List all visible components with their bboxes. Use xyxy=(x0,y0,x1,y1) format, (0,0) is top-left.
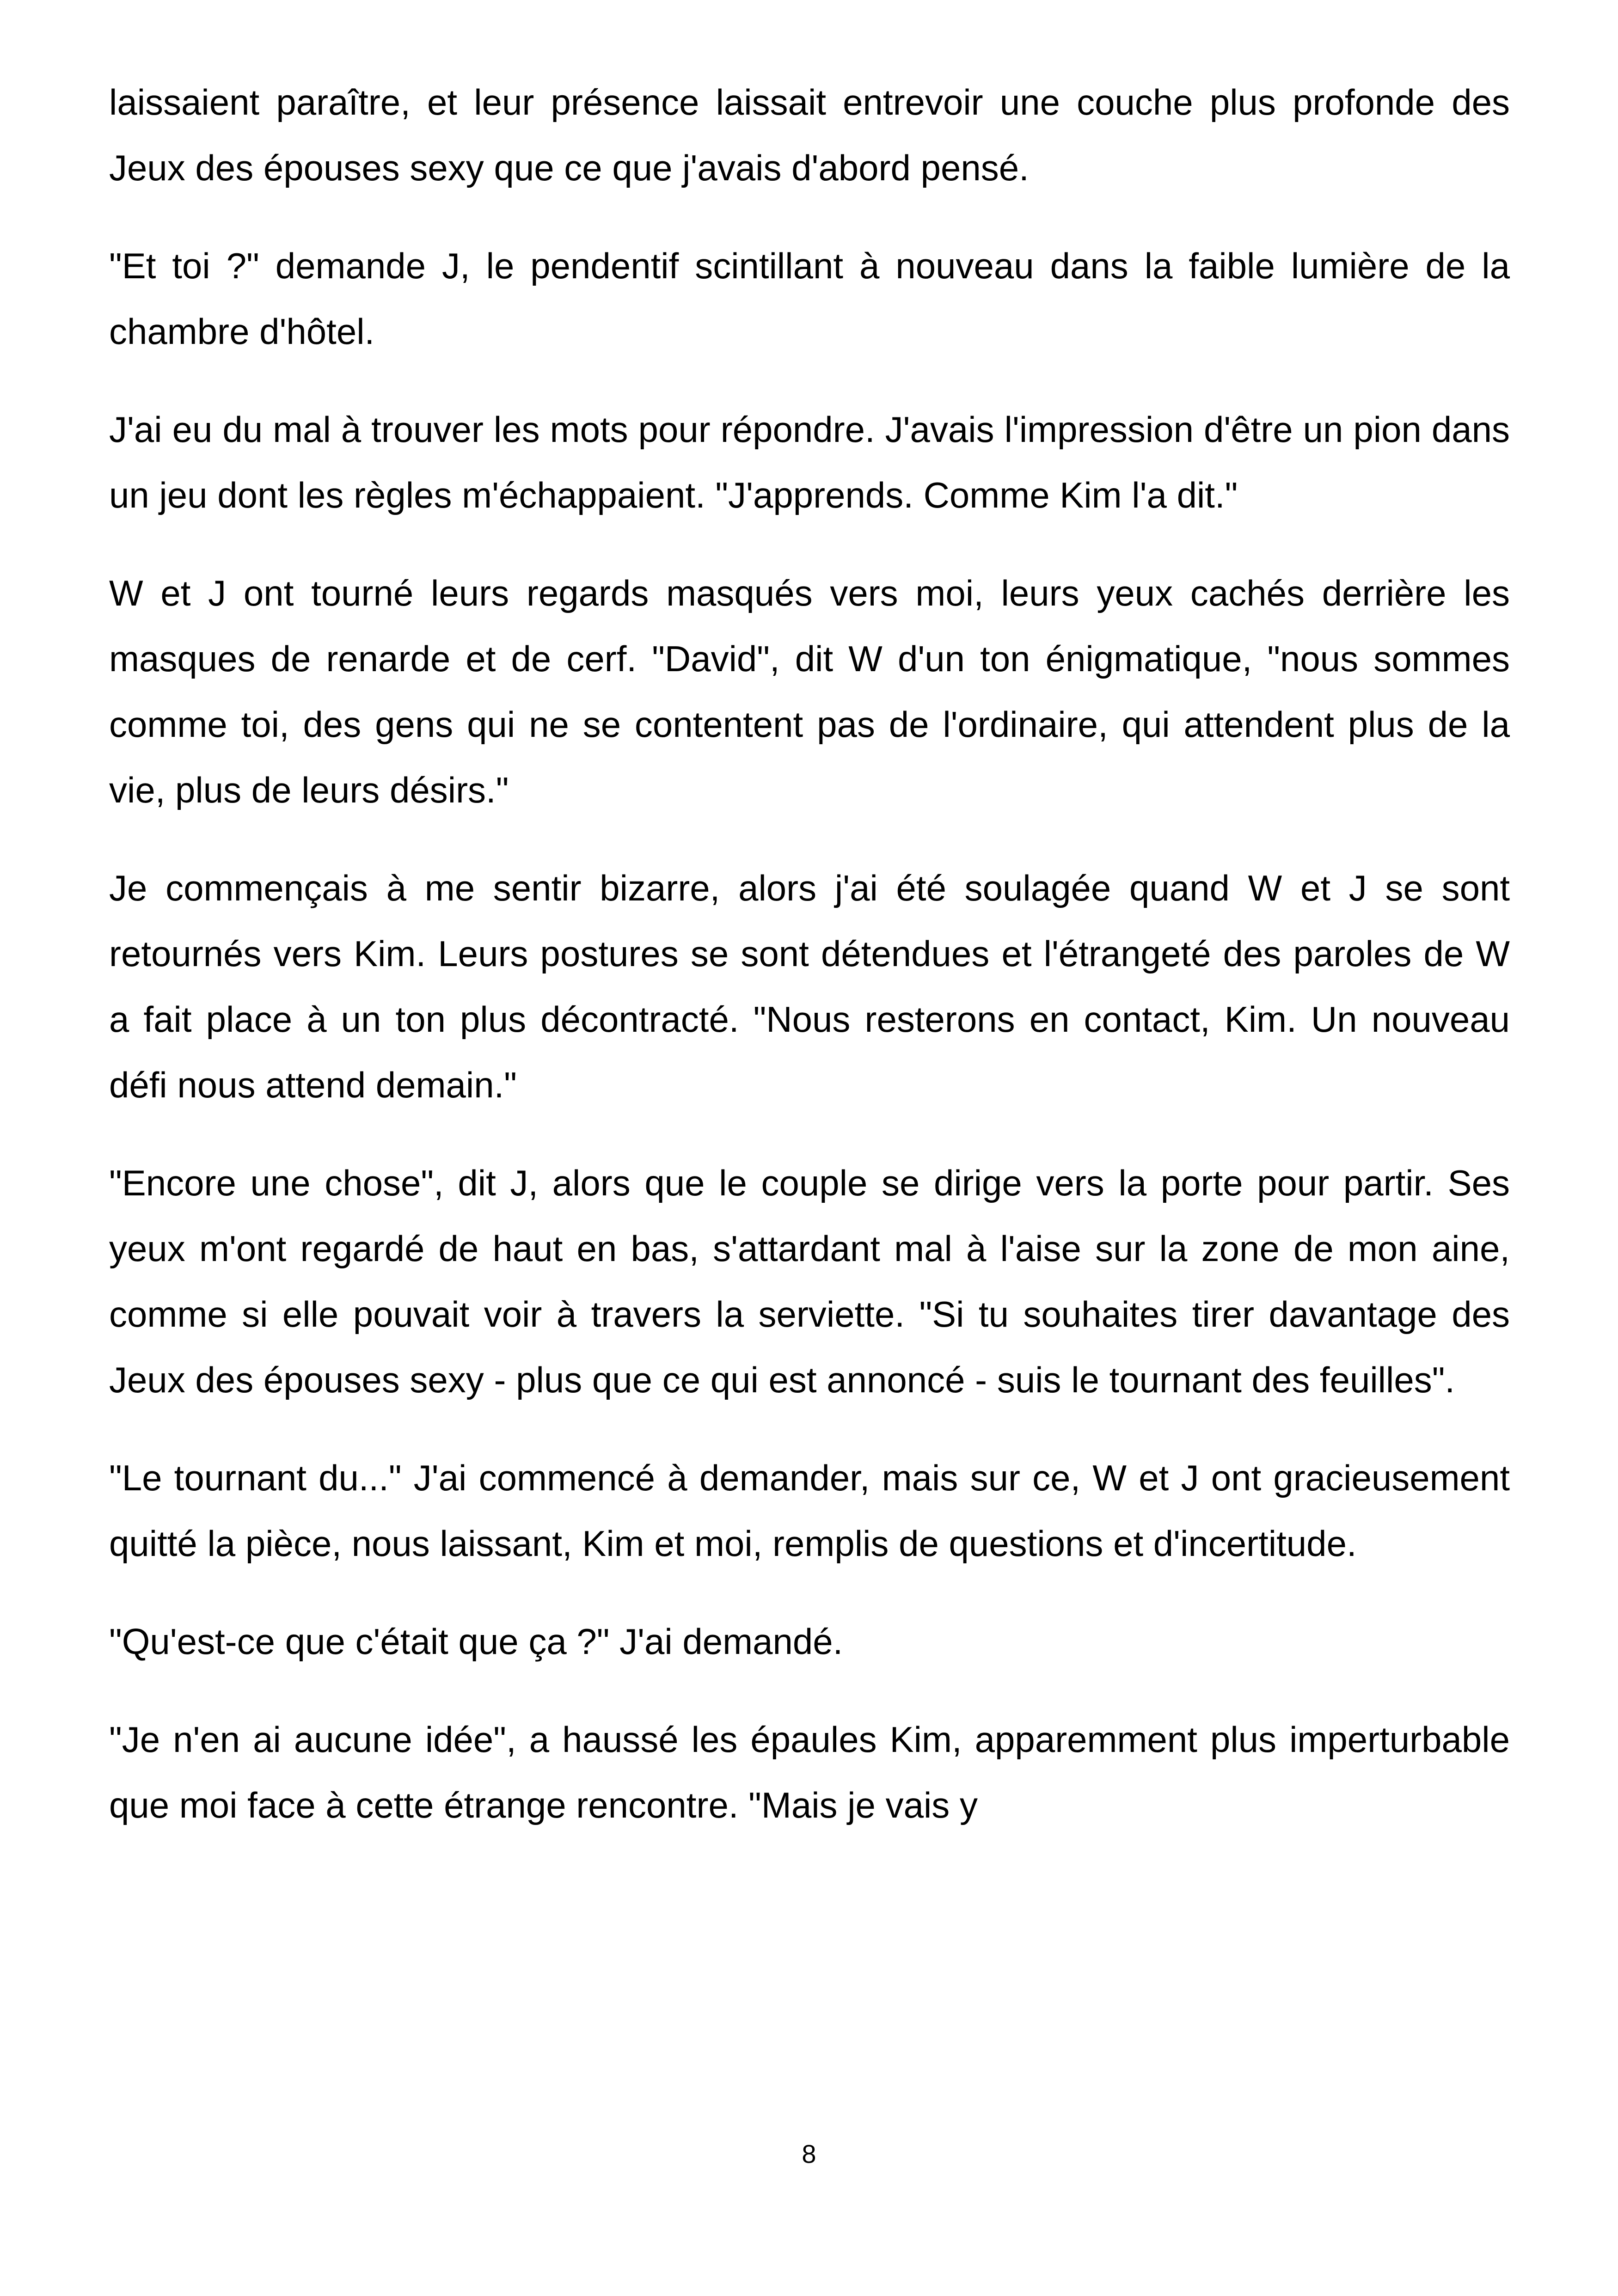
paragraph: W et J ont tourné leurs regards masqués vers moi, leurs yeux cachés derrière les masques de renarde et de cerf. "David", dit W d'un ton énigmatique, "nous sommes comme toi, des gens qui ne se contentent pas de l'ordinaire, qui attendent plus de la vie, plus de leurs désirs." xyxy=(109,573,1510,810)
page-number: 8 xyxy=(802,2139,816,2168)
paragraph: "Et toi ?" demande J, le pendentif scintillant à nouveau dans la faible lumière de la chambre d'hôtel. xyxy=(109,245,1510,352)
paragraph: Je commençais à me sentir bizarre, alors j'ai été soulagée quand W et J se sont retournés vers Kim. Leurs postures se sont détendues et l'étrangeté des paroles de W a fait place à un ton plus décontracté. "Nous resterons en contact, Kim. Un nouveau défi nous attend demain." xyxy=(109,868,1510,1105)
paragraph: laissaient paraître, et leur présence laissait entrevoir une couche plus profonde des Jeux des épouses sexy que ce que j'avais d'abord pensé. xyxy=(109,82,1510,188)
paragraph: "Je n'en ai aucune idée", a haussé les épaules Kim, apparemment plus imperturbable que moi face à cette étrange rencontre. "Mais je vais y xyxy=(109,1719,1510,1825)
paragraph: "Encore une chose", dit J, alors que le couple se dirige vers la porte pour partir. Ses yeux m'ont regardé de haut en bas, s'attardant mal à l'aise sur la zone de mon aine, comme si elle pouvait voir à travers la serviette. "Si tu souhaites tirer davantage des Jeux des épouses sexy - plus que ce qui est annoncé - suis le tournant des feuilles". xyxy=(109,1163,1510,1400)
paragraph: "Le tournant du..." J'ai commencé à demander, mais sur ce, W et J ont gracieusement quitté la pièce, nous laissant, Kim et moi, remplis de questions et d'incertitude. xyxy=(109,1457,1510,1564)
body-text xyxy=(109,69,1510,1838)
paragraph: "Qu'est-ce que c'était que ça ?" J'ai demandé. xyxy=(109,1621,843,1662)
paragraph: J'ai eu du mal à trouver les mots pour répondre. J'avais l'impression d'être un pion dans un jeu dont les règles m'échappaient. "J'apprends. Comme Kim l'a dit." xyxy=(109,409,1510,515)
